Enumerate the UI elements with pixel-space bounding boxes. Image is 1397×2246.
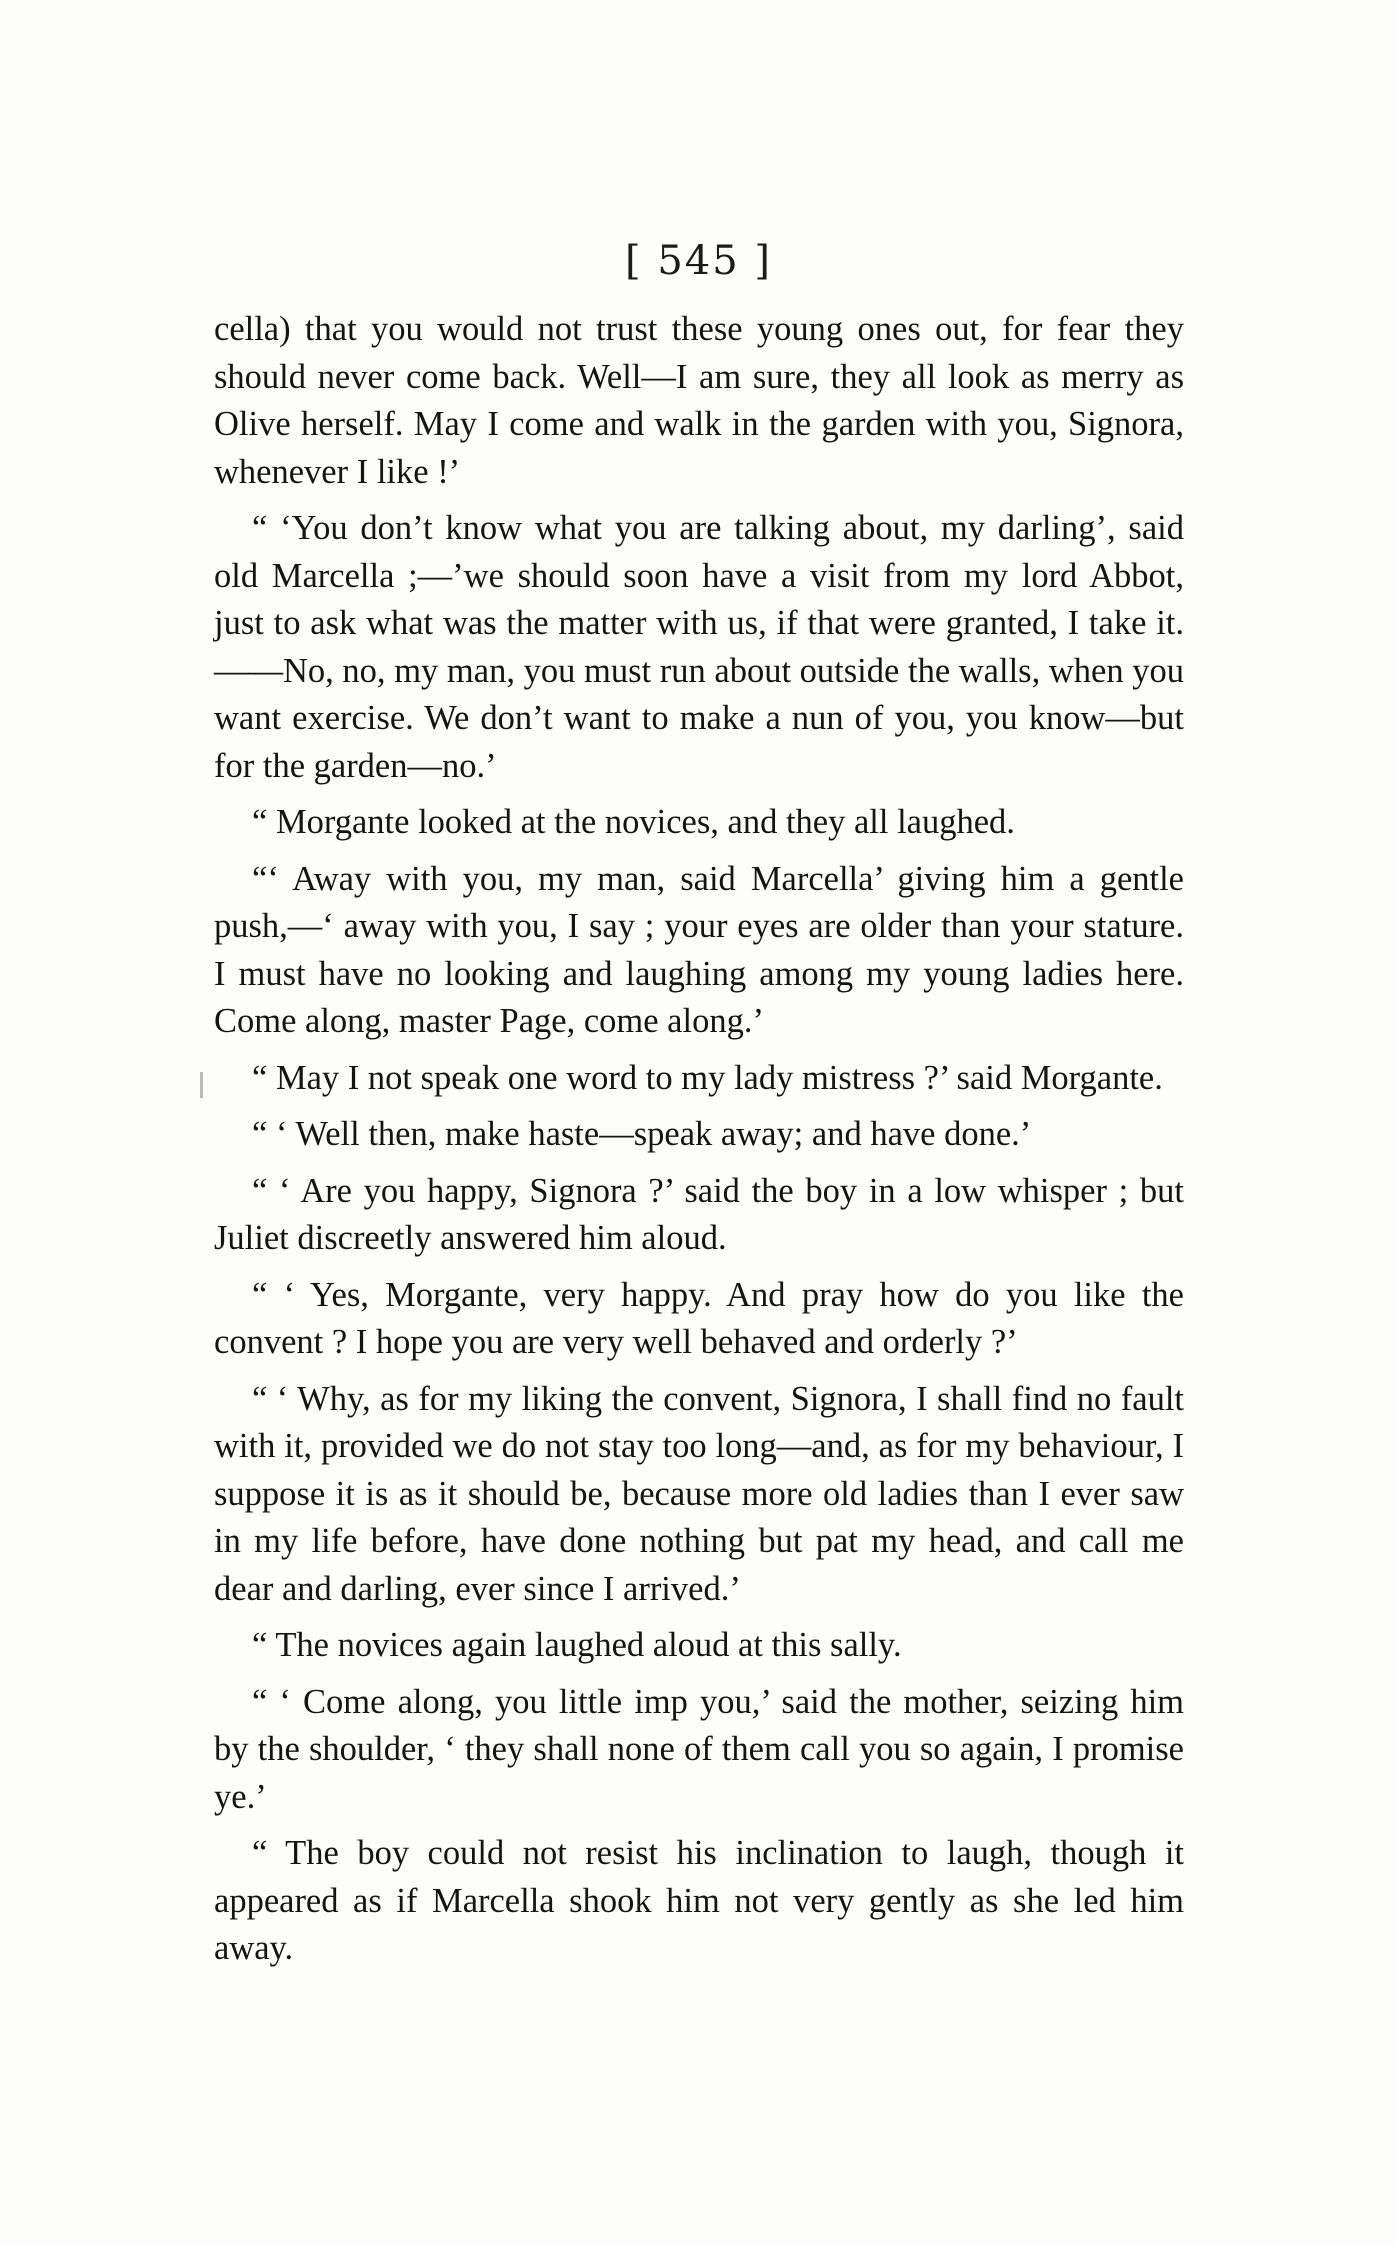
paragraph: “ The boy could not resist his inclination to laugh, though it appeared as if Marcella shook him not very gently as she led him away. xyxy=(214,1834,1184,1967)
page-number: [ 545 ] xyxy=(625,238,772,284)
paragraph: “ May I not speak one word to my lady mistress ?’ said Morgante. xyxy=(252,1058,1163,1097)
paragraph: “ ‘ Come along, you little imp you,’ said the mother, seizing him by the shoulder, ‘ they shall none of them call you so again, I promise ye.’ xyxy=(214,1682,1184,1816)
paragraph: “ ‘ Yes, Morgante, very happy. And pray how do you like the convent ? I hope you are very well behaved and orderly ?’ xyxy=(214,1275,1184,1361)
body-text xyxy=(214,306,1184,1982)
paragraph: “ ‘ Are you happy, Signora ?’ said the boy in a low whisper ; but Juliet discreetly answered him aloud. xyxy=(214,1171,1184,1257)
margin-mark xyxy=(200,1072,203,1098)
paragraph: “ Morgante looked at the novices, and they all laughed. xyxy=(252,803,1015,841)
paragraph: “‘ Away with you, my man, said Marcella’ giving him a gentle push,—‘ away with you, I say ; your eyes are older than your stature. I must have no looking and laughing among my young ladies here. Come along, master Page, come along.’ xyxy=(214,859,1184,1040)
paragraph: “ The novices again laughed aloud at this sally. xyxy=(252,1626,902,1664)
paragraph: “ ‘You don’t know what you are talking about, my darling’, said old Marcella ;—’we should soon have a visit from my lord Abbot, just to ask what was the matter with us, if that were granted, I take it.——No, no, my man, you must run about outside the walls, when you want exercise. We don’t want to make a nun of you, you know—but for the garden—no.’ xyxy=(214,509,1184,785)
paragraph: “ ‘ Why, as for my liking the convent, Signora, I shall find no fault with it, provided we do not stay too long—and, as for my behaviour, I suppose it is as it should be, because more old ladies than I ever saw in my life before, have done nothing but pat my head, and call me dear and darling, ever since I arrived.’ xyxy=(214,1379,1184,1608)
paragraph: “ ‘ Well then, make haste—speak away; and have done.’ xyxy=(252,1115,1032,1153)
paragraph: cella) that you would not trust these young ones out, for fear they should never come back. Well—I am sure, they all look as merry as Olive herself. May I come and walk in the garden with you, Signora, whenever I like !’ xyxy=(214,310,1184,491)
